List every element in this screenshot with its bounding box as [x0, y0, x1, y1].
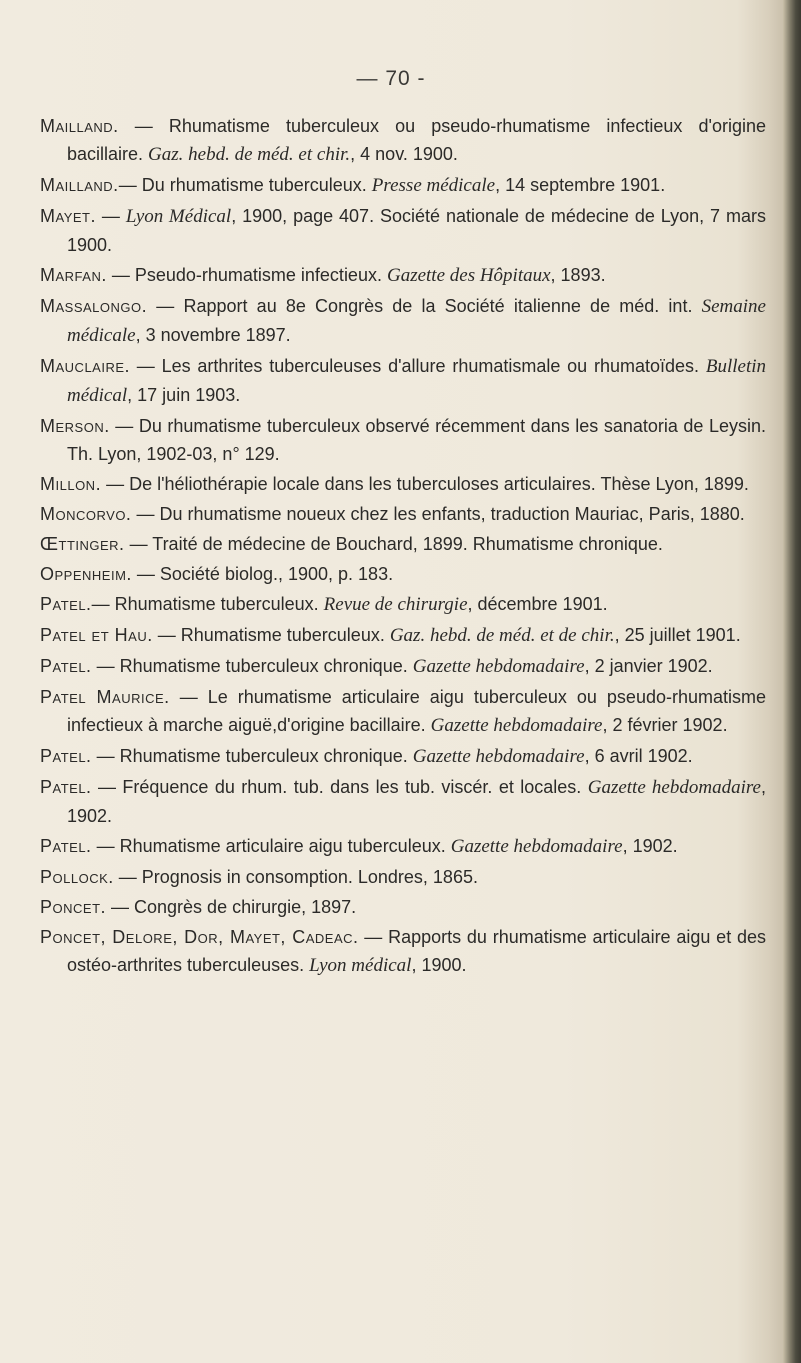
- reference-author: Patel.: [40, 656, 92, 676]
- reference-author: Mauclaire.: [40, 356, 131, 376]
- reference-journal: Revue de chirurgie: [323, 594, 468, 615]
- reference-journal: Lyon médical: [309, 955, 412, 976]
- reference-author: Massalongo.: [40, 296, 148, 316]
- reference-text: — Congrès de chirurgie, 1897.: [106, 897, 357, 917]
- reference-journal: Semaine médicale: [67, 296, 766, 346]
- reference-text: , décembre 1901.: [467, 594, 608, 614]
- reference-entry: [40, 893, 766, 921]
- reference-author: Poncet, Delore, Dor, Mayet, Cadeac.: [40, 927, 359, 947]
- reference-text: — Le rhumatisme articulaire aigu tuberculeux ou pseudo-rhumatisme infectieux à marche aiguë,d'origine bacillaire.: [67, 687, 766, 735]
- reference-entry: [40, 621, 766, 650]
- reference-text: , 1900.: [411, 955, 467, 975]
- reference-entry: [40, 560, 766, 588]
- reference-author: Patel.: [40, 594, 92, 614]
- reference-journal: Lyon Médical: [125, 206, 232, 227]
- page-number: — 70 -: [356, 67, 426, 90]
- reference-author: Poncet.: [40, 897, 107, 917]
- reference-entry: [40, 773, 766, 830]
- reference-entry: [40, 923, 766, 980]
- reference-entry: [40, 202, 766, 259]
- reference-journal: Gazette hebdomadaire: [587, 777, 761, 798]
- reference-entry: [40, 292, 766, 350]
- reference-author: Patel.: [40, 777, 92, 797]
- page-binding-edge: [783, 0, 801, 1363]
- reference-entry: [40, 171, 766, 200]
- reference-entry: [40, 652, 766, 681]
- reference-text: , 6 avril 1902.: [584, 746, 693, 766]
- reference-text: — Rapports du rhumatisme articulaire aigu et des ostéo-arthrites tuberculeuses.: [67, 927, 767, 975]
- reference-entry: [40, 530, 766, 558]
- reference-author: Patel et Hau.: [40, 625, 153, 645]
- reference-text: — Rhumatisme tuberculeux.: [152, 625, 390, 645]
- reference-text: — Prognosis in consomption. Londres, 1865.: [113, 867, 478, 887]
- reference-text: — Rhumatisme tuberculeux chronique.: [91, 656, 413, 676]
- reference-text: — Du rhumatisme tuberculeux.: [118, 175, 372, 195]
- reference-text: — Les arthrites tuberculeuses d'allure rhumatismale ou rhumatoïdes.: [130, 356, 706, 376]
- reference-author: Patel Maurice.: [40, 687, 170, 707]
- reference-text: — Société biolog., 1900, p. 183.: [131, 564, 394, 584]
- reference-entry: [40, 470, 766, 498]
- reference-entry: [40, 590, 766, 619]
- reference-text: , 1902.: [622, 836, 678, 856]
- reference-entry: [40, 352, 766, 410]
- reference-journal: Gazette hebdomadaire: [450, 836, 623, 857]
- reference-author: Patel.: [40, 836, 92, 856]
- reference-text: — Pseudo-rhumatisme infectieux.: [106, 265, 387, 285]
- reference-text: — Rhumatisme tuberculeux.: [91, 594, 324, 614]
- reference-author: Merson.: [40, 416, 110, 436]
- reference-author: Mayet.: [40, 206, 96, 226]
- reference-text: — De l'héliothérapie locale dans les tuberculoses articulaires. Thèse Lyon, 1899.: [101, 474, 749, 494]
- reference-entry: [40, 500, 766, 528]
- reference-journal: Gaz. hebd. de méd. et de chir.: [389, 625, 615, 646]
- reference-entry: [40, 832, 766, 861]
- reference-journal: Gazette hebdomadaire: [430, 715, 603, 736]
- reference-journal: Gazette des Hôpitaux: [386, 265, 551, 286]
- reference-author: Marfan.: [40, 265, 107, 285]
- reference-entry: [40, 261, 766, 290]
- reference-author: Mailland.: [40, 175, 119, 195]
- reference-author: Patel.: [40, 746, 92, 766]
- bibliography-list: [40, 112, 766, 982]
- reference-text: — Du rhumatisme tuberculeux observé récemment dans les sanatoria de Leysin. Th. Lyon, 1902-03, n° 129.: [67, 416, 766, 464]
- reference-journal: Gazette hebdomadaire: [412, 656, 585, 677]
- reference-text: , 17 juin 1903.: [127, 385, 241, 405]
- reference-author: Mailland.: [40, 116, 119, 136]
- reference-author: Moncorvo.: [40, 504, 132, 524]
- reference-entry: [40, 112, 766, 169]
- reference-entry: [40, 412, 766, 468]
- reference-author: Millon.: [40, 474, 102, 494]
- reference-text: — Rapport au 8e Congrès de la Société italienne de méd. int.: [147, 296, 702, 316]
- reference-journal: Bulletin médical: [67, 356, 766, 406]
- reference-text: , 2 février 1902.: [602, 715, 728, 735]
- reference-text: , 2 janvier 1902.: [584, 656, 713, 676]
- reference-text: — Fréquence du rhum. tub. dans les tub. viscér. et locales.: [91, 777, 588, 797]
- reference-author: Pollock.: [40, 867, 114, 887]
- reference-text: — Rhumatisme articulaire aigu tuberculeux.: [91, 836, 451, 856]
- reference-text: , 1900, page 407. Société nationale de médecine de Lyon, 7 mars 1900.: [67, 206, 766, 255]
- reference-text: , 1893.: [550, 265, 606, 285]
- reference-text: , 4 nov. 1900.: [350, 144, 458, 164]
- reference-author: Œttinger.: [40, 534, 125, 554]
- reference-entry: [40, 863, 766, 891]
- reference-journal: Presse médicale: [371, 175, 496, 196]
- reference-author: Oppenheim.: [40, 564, 132, 584]
- reference-text: — Rhumatisme tuberculeux ou pseudo-rhumatisme infectieux d'origine bacillaire.: [67, 116, 766, 164]
- reference-text: — Rhumatisme tuberculeux chronique.: [91, 746, 413, 766]
- reference-journal: Gazette hebdomadaire: [412, 746, 585, 767]
- reference-entry: [40, 683, 766, 740]
- reference-text: , 25 juillet 1901.: [614, 625, 741, 645]
- reference-text: —: [95, 206, 126, 226]
- reference-text: , 3 novembre 1897.: [135, 325, 291, 345]
- reference-text: — Du rhumatisme noueux chez les enfants, traduction Mauriac, Paris, 1880.: [131, 504, 745, 524]
- reference-text: , 1902.: [67, 777, 766, 826]
- reference-journal: Gaz. hebd. de méd. et chir.: [148, 144, 351, 165]
- reference-entry: [40, 742, 766, 771]
- reference-text: — Traité de médecine de Bouchard, 1899. Rhumatisme chronique.: [124, 534, 663, 554]
- reference-text: , 14 septembre 1901.: [495, 175, 666, 195]
